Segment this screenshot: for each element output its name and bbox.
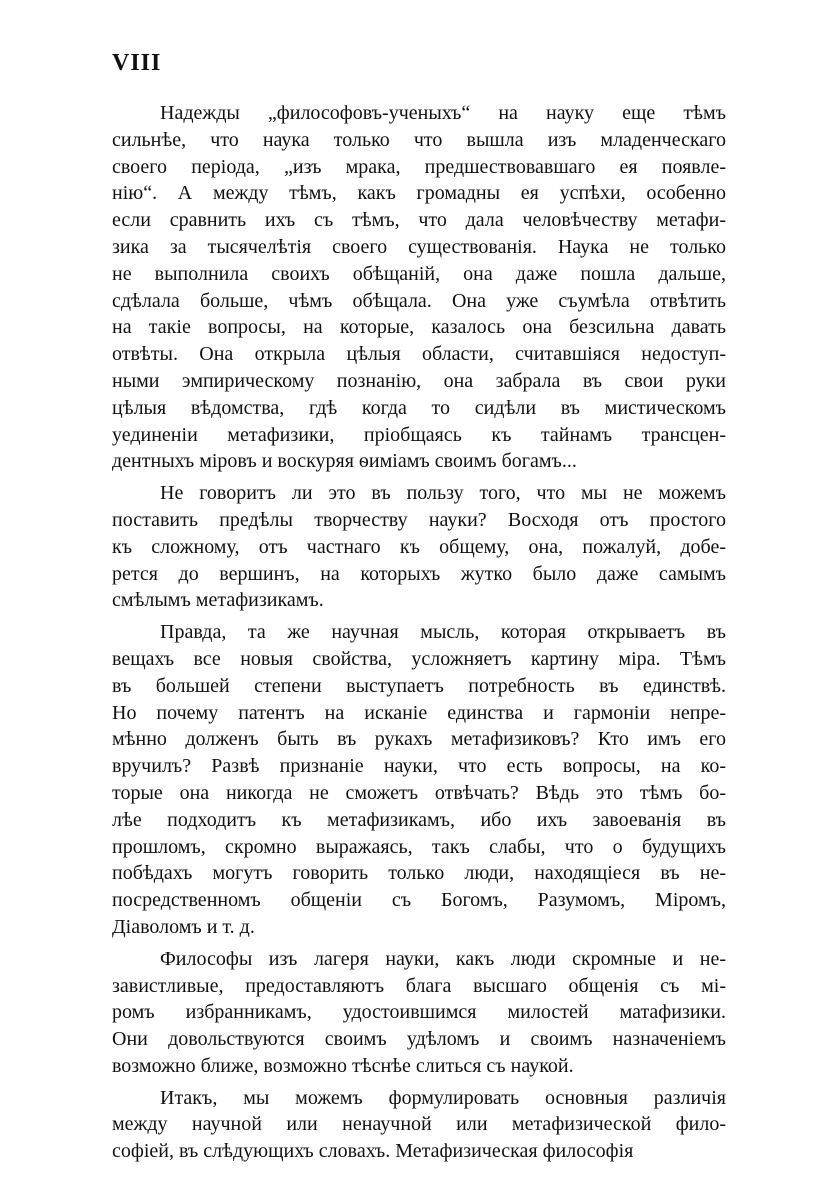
text-line: Діаволомъ и т. д.	[112, 915, 255, 938]
text-line: въ большей степени выступаетъ потребность въ единствѣ.	[112, 674, 726, 697]
text-line: своего періода, „изъ мрака, предшествовавшаго ея появле-	[112, 155, 726, 178]
text-line: отвѣты. Она открыла цѣлыя области, считавшіяся недоступ-	[112, 343, 726, 366]
paragraph	[112, 480, 726, 614]
text-line: къ сложному, отъ частнаго къ общему, она, пожалуй, добе-	[112, 535, 726, 558]
text-line: на такіе вопросы, на которые, казалось она безсильна давать	[112, 316, 726, 339]
text-line: Они довольствуются своимъ удѣломъ и своимъ назначеніемъ	[112, 1028, 726, 1051]
text-line: Не говоритъ ли это въ пользу того, что мы не можемъ	[160, 482, 726, 505]
text-line: сдѣлала больше, чѣмъ обѣщала. Она уже съумѣла отвѣтить	[112, 289, 726, 312]
body-text	[112, 100, 726, 1165]
text-line: Философы изъ лагеря науки, какъ люди скромные и не-	[160, 947, 726, 970]
text-line: уединеніи метафизики, пріобщаясь къ тайнамъ трансцен-	[112, 423, 726, 446]
text-line: вручилъ? Развѣ признаніе науки, что есть вопросы, на ко-	[112, 755, 726, 778]
text-line: лѣе подходитъ къ метафизикамъ, ибо ихъ завоеванія въ	[112, 808, 726, 831]
text-line: поставить предѣлы творчеству науки? Восходя отъ простого	[112, 508, 726, 531]
text-line: если сравнить ихъ съ тѣмъ, что дала человѣчеству метафи-	[112, 209, 726, 232]
text-line: посредственномъ общеніи съ Богомъ, Разумомъ, Міромъ,	[112, 889, 726, 912]
text-line: торые она никогда не сможетъ отвѣчать? Вѣдь это тѣмъ бо-	[112, 781, 726, 804]
text-line: Правда, та же научная мысль, которая открываетъ въ	[160, 621, 726, 644]
text-line: между научной или ненаучной или метафизической фило-	[112, 1113, 726, 1136]
text-line: завистливые, предоставляютъ блага высшаго общенія съ мі-	[112, 974, 726, 997]
text-line: мѣнно долженъ быть въ рукахъ метафизиковъ? Кто имъ его	[112, 728, 726, 751]
text-line: не выполнила своихъ обѣщаній, она даже пошла дальше,	[112, 262, 726, 285]
text-line: дентныхъ міровъ и воскуряя ѳиміамъ своимъ богамъ...	[112, 450, 577, 473]
text-line: побѣдахъ могутъ говорить только люди, находящіеся въ не-	[112, 862, 726, 885]
text-line: Итакъ, мы можемъ формулировать основныя различія	[160, 1086, 726, 1109]
paragraph	[112, 619, 726, 941]
text-line: цѣлыя вѣдомства, гдѣ когда то сидѣли въ мистическомъ	[112, 396, 726, 419]
text-line: вещахъ все новыя свойства, усложняетъ картину міра. Тѣмъ	[112, 647, 726, 670]
text-line: смѣлымъ метафизикамъ.	[112, 589, 324, 612]
paragraph	[112, 100, 726, 475]
text-line: зика за тысячелѣтія своего существованія. Наука не только	[112, 235, 726, 258]
text-line: сильнѣе, что наука только что вышла изъ младенческаго	[112, 128, 726, 151]
text-line: нію“. А между тѣмъ, какъ громадны ея успѣхи, особенно	[112, 182, 726, 205]
text-line: возможно ближе, возможно тѣснѣе слиться съ наукой.	[112, 1054, 574, 1077]
page-number: VIII	[112, 50, 162, 76]
paragraph	[112, 946, 726, 1080]
text-line: Надежды „философовъ-ученыхъ“ на науку еще тѣмъ	[160, 102, 726, 124]
text-line: ромъ избранникамъ, удостоившимся милостей матафизики.	[112, 1001, 726, 1024]
text-line: рется до вершинъ, на которыхъ жутко было даже самымъ	[112, 562, 726, 585]
text-line: ными эмпирическому познанію, она забрала въ свои руки	[112, 369, 726, 392]
text-line: Но почему патентъ на исканіе единства и гармоніи непре-	[112, 701, 726, 724]
paragraph	[112, 1085, 726, 1165]
text-line: софіей, въ слѣдующихъ словахъ. Метафизическая философія	[112, 1140, 634, 1163]
text-line: прошломъ, скромно выражаясь, такъ слабы, что о будущихъ	[112, 835, 726, 858]
